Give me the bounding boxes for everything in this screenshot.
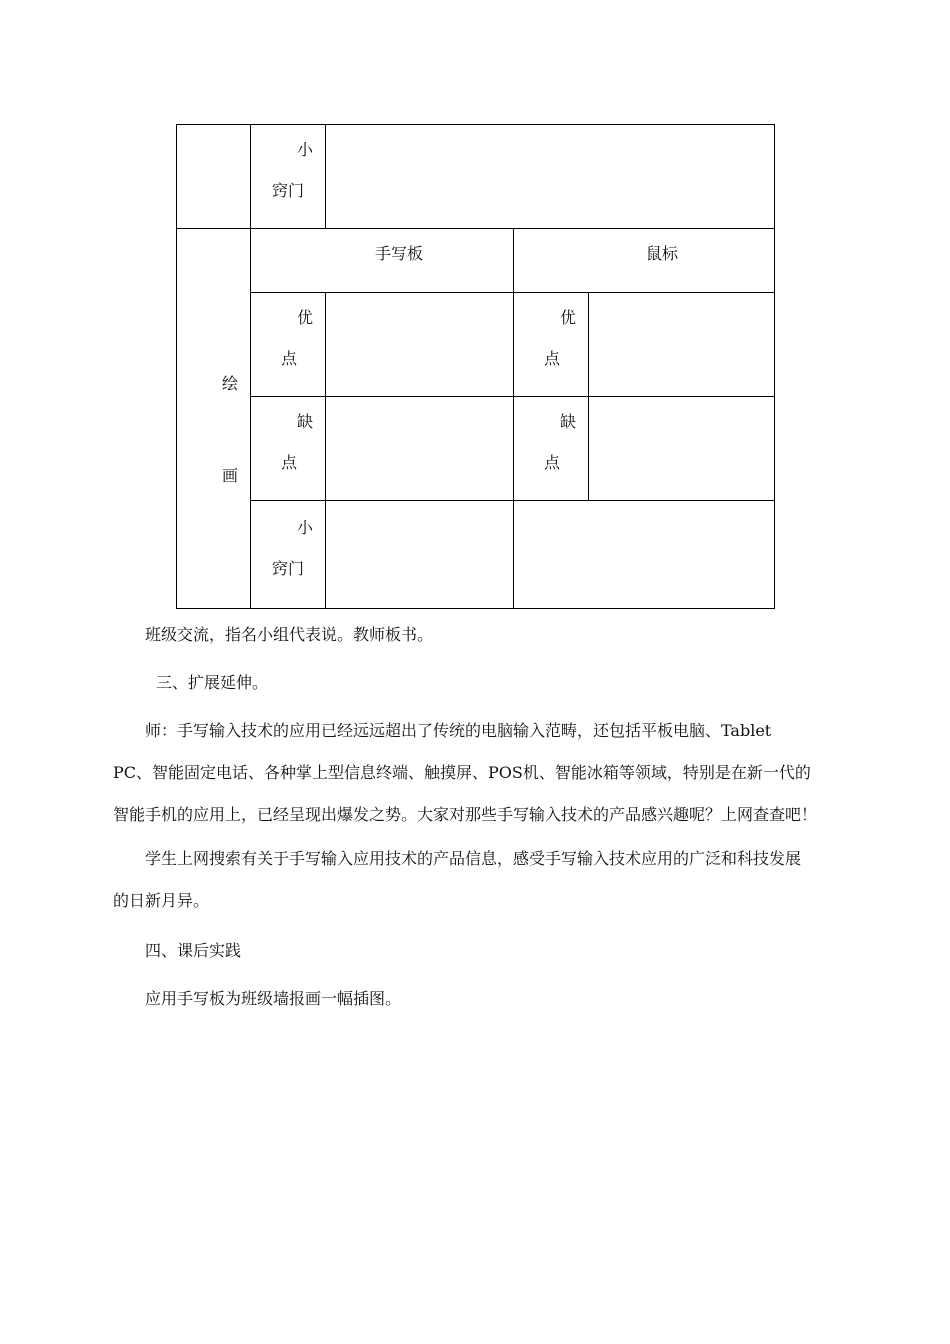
paragraph-line: 学生上网搜索有关于手写输入应用技术的产品信息，感受手写输入技术应用的广泛和科技发展: [145, 849, 802, 868]
paragraph-assignment: [145, 978, 875, 1020]
table-line: [325, 292, 326, 609]
tips-label-line2: 窍门: [272, 181, 305, 200]
column-header-mouse: 鼠标: [646, 244, 679, 263]
paragraph-line: 智能手机的应用上，已经呈现出爆发之势。大家对那些手写输入技术的产品感兴趣呢？上网查查吧！: [113, 805, 818, 824]
paragraph-line: 三、扩展延伸。: [156, 673, 269, 692]
paragraph-class-exchange: [145, 614, 875, 656]
table-line: [176, 608, 775, 609]
mouse-cons-label-2: 点: [544, 453, 561, 472]
table-line: [325, 124, 326, 229]
paragraph-line: 师：手写输入技术的应用已经远远超出了传统的电脑输入范畴，还包括平板电脑、Tablet: [145, 721, 772, 740]
table-line: [513, 228, 514, 609]
tablet-pros-label-2: 点: [281, 349, 298, 368]
comparison-table: [0, 0, 950, 640]
table-line: [176, 228, 775, 229]
tablet-cons-label-1: 缺: [297, 412, 314, 431]
table-line: [588, 292, 589, 501]
drawing-label-line1: 绘: [222, 374, 239, 393]
paragraph-line: 应用手写板为班级墙报画一幅插图。: [145, 989, 402, 1008]
mouse-cons-label-1: 缺: [560, 412, 577, 431]
table-line: [176, 124, 775, 125]
paragraph-line: PC、智能固定电话、各种掌上型信息终端、触摸屏、POS机、智能冰箱等领域，特别是在新一代的: [113, 763, 811, 782]
column-header-tablet: 手写板: [375, 244, 424, 263]
drawing-tips-label-line2: 窍门: [272, 559, 305, 578]
section-heading-extension: [156, 662, 886, 704]
section-heading-practice: [145, 930, 875, 972]
paragraph-line: 四、课后实践: [145, 941, 242, 960]
mouse-pros-label-1: 优: [560, 308, 577, 327]
tips-label-line1: 小: [297, 140, 314, 159]
paragraph-line: 班级交流，指名小组代表说。教师板书。: [145, 625, 434, 644]
table-line: [176, 124, 177, 609]
paragraph-teacher: [113, 710, 843, 836]
mouse-pros-label-2: 点: [544, 349, 561, 368]
drawing-label-line2: 画: [222, 466, 239, 485]
drawing-tips-label-line1: 小: [297, 518, 314, 537]
table-line: [250, 124, 251, 609]
table-line: [774, 124, 775, 609]
tablet-pros-label-1: 优: [297, 308, 314, 327]
paragraph-students: [113, 838, 843, 922]
tablet-cons-label-2: 点: [281, 453, 298, 472]
paragraph-line: 的日新月异。: [113, 891, 210, 910]
